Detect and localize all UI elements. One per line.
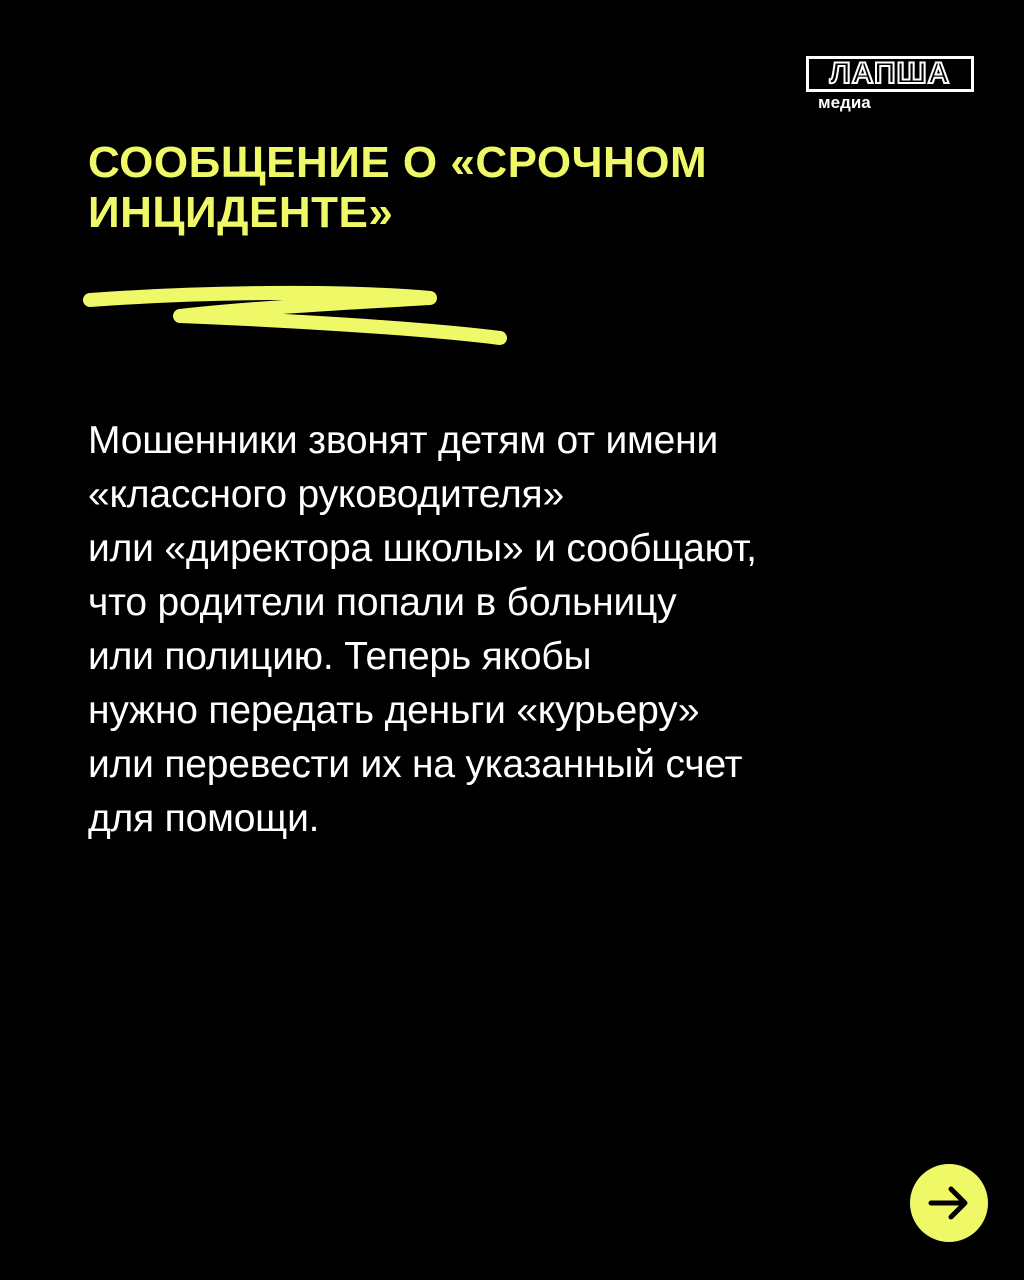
logo-word: ЛАПША: [829, 57, 951, 90]
scribble-stroke: [90, 293, 500, 338]
logo-subtitle: медиа: [818, 93, 871, 112]
brand-logo: [806, 56, 978, 112]
slide-body-text: Мошенники звонят детям от имени «классного руководителя» или «директора школы» и сообщают, что родители попали в больницу или полицию. Теперь якобы нужно передать деньги «курьеру» или перевести их на указанный счет для помощи.: [88, 419, 757, 840]
next-slide-button[interactable]: [910, 1164, 988, 1242]
scribble-underline-icon: [80, 282, 520, 362]
logo-frame: [806, 56, 974, 92]
slide-title: СООБЩЕНИЕ О «СРОЧНОМ ИНЦИДЕНТЕ»: [88, 138, 708, 237]
arrow-right-icon: [925, 1179, 973, 1227]
